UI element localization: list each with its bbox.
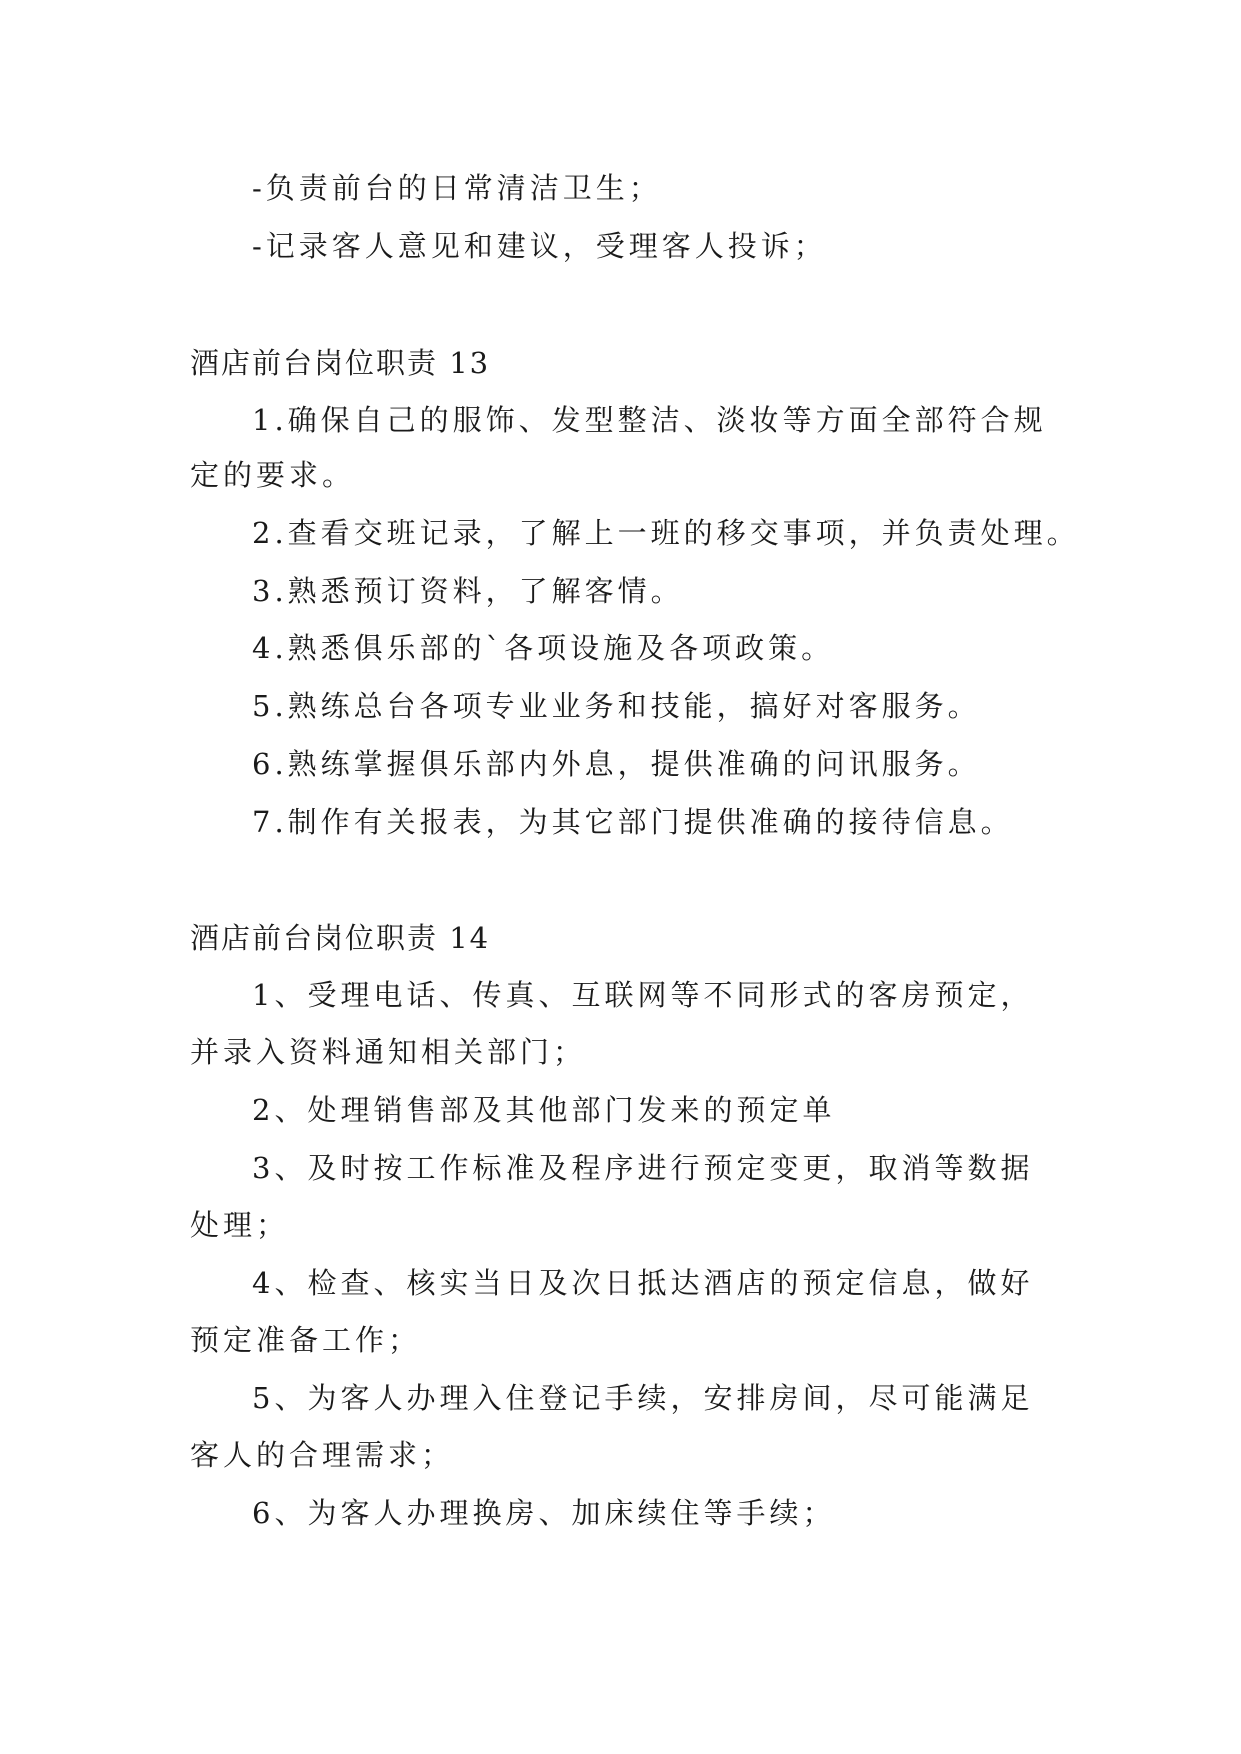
section-13-title: 酒店前台岗位职责 13 (190, 346, 491, 380)
section-13-line: 1.确保自己的服饰、发型整洁、淡妆等方面全部符合规 (252, 403, 1047, 437)
section-13-line: 3.熟悉预订资料，了解客情。 (252, 574, 684, 608)
section-13-line: 6.熟练掌握俱乐部内外息，提供准确的问讯服务。 (252, 747, 981, 781)
section-13-line: 5.熟练总台各项专业业务和技能，搞好对客服务。 (252, 689, 981, 723)
section-14-line: 处理； (190, 1208, 290, 1242)
section-13-line: 2.查看交班记录，了解上一班的移交事项，并负责处理。 (252, 516, 1080, 550)
section-14-line: 预定准备工作； (190, 1323, 422, 1357)
section-14-line: 6、为客人办理换房、加床续住等手续； (252, 1496, 836, 1530)
section-14-line: 3、及时按工作标准及程序进行预定变更，取消等数据 (252, 1151, 1034, 1185)
section-14-line: 并录入资料通知相关部门； (190, 1035, 587, 1069)
section-14-title: 酒店前台岗位职责 14 (190, 921, 491, 955)
section-14-line: 1、受理电话、传真、互联网等不同形式的客房预定， (252, 978, 1034, 1012)
intro-line-1: -负责前台的日常清洁卫生； (252, 171, 662, 205)
section-13-line: 4.熟悉俱乐部的`各项设施及各项政策。 (252, 631, 835, 665)
section-14-line: 4、检查、核实当日及次日抵达酒店的预定信息，做好 (252, 1266, 1034, 1300)
section-13-line: 7.制作有关报表，为其它部门提供准确的接待信息。 (252, 805, 1014, 839)
section-14-line: 2、处理销售部及其他部门发来的预定单 (252, 1093, 836, 1127)
section-13-line: 定的要求。 (190, 458, 356, 492)
intro-line-2: -记录客人意见和建议，受理客人投诉； (252, 229, 827, 263)
section-14-line: 5、为客人办理入住登记手续，安排房间，尽可能满足 (252, 1381, 1034, 1415)
section-14-line: 客人的合理需求； (190, 1438, 455, 1472)
